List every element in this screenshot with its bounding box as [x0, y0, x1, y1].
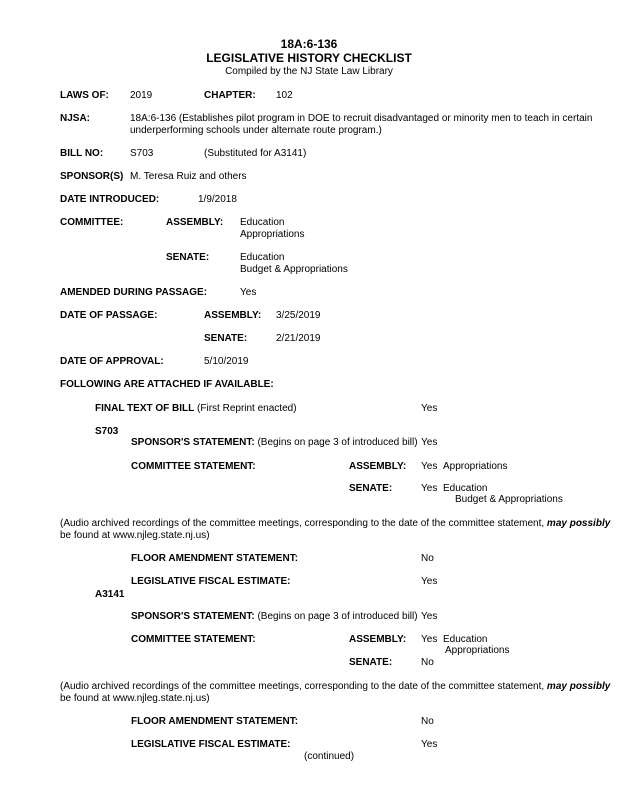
a3141-committee-assembly-name-2: Appropriations	[445, 645, 510, 656]
a3141-audio-note-line1	[60, 681, 610, 693]
amended-label: AMENDED DURING PASSAGE:	[60, 287, 208, 298]
date-of-approval-label: DATE OF APPROVAL:	[60, 356, 164, 367]
passage-assembly-label: ASSEMBLY:	[204, 310, 262, 321]
s703-committee-label: COMMITTEE STATEMENT:	[131, 461, 256, 472]
a3141-committee-assembly-label: ASSEMBLY:	[349, 634, 407, 645]
laws-of-value: 2019	[130, 90, 153, 101]
bill-no-label: BILL NO:	[60, 148, 104, 159]
s703-sponsor-note: (Begins on page 3 of introduced bill)	[257, 437, 418, 448]
passage-senate-label: SENATE:	[204, 333, 248, 344]
s703-committee-senate-label: SENATE:	[349, 483, 393, 494]
s703-audio-note-line2: be found at www.njleg.state.nj.us)	[60, 530, 210, 541]
a3141-committee-assembly-value: Yes	[421, 634, 438, 645]
statute-number: 18A:6-136	[280, 37, 338, 51]
s703-sponsor-value: Yes	[421, 437, 438, 448]
attached-heading: FOLLOWING ARE ATTACHED IF AVAILABLE:	[60, 379, 274, 390]
s703-committee-senate-name-1: Education	[443, 483, 488, 494]
njsa-label: NJSA:	[60, 113, 91, 124]
s703-sponsor-label: SPONSOR'S STATEMENT:	[131, 437, 255, 448]
s703-committee-assembly-label: ASSEMBLY:	[349, 461, 407, 472]
bill-no-note: (Substituted for A3141)	[204, 148, 307, 159]
s703-floor-value: No	[421, 553, 434, 564]
chapter-label: CHAPTER:	[204, 90, 256, 101]
date-introduced-value: 1/9/2018	[198, 194, 237, 205]
a3141-sponsor-row	[131, 611, 418, 623]
chapter-value: 102	[276, 90, 293, 101]
a3141-fiscal-value: Yes	[421, 739, 438, 750]
committee-assembly-label: ASSEMBLY:	[166, 217, 224, 228]
committee-assembly-2: Appropriations	[240, 229, 305, 240]
committee-label: COMMITTEE:	[60, 217, 124, 228]
s703-fiscal-label: LEGISLATIVE FISCAL ESTIMATE:	[131, 576, 291, 587]
a3141-audio-note-text: (Audio archived recordings of the committee meetings, corresponding to the date of the committee statement,	[60, 681, 545, 692]
sponsors-value: M. Teresa Ruiz and others	[130, 171, 247, 182]
date-of-passage-label: DATE OF PASSAGE:	[60, 310, 158, 321]
s703-sponsor-row	[131, 437, 418, 449]
compiled-by: Compiled by the NJ State Law Library	[225, 66, 393, 77]
a3141-fiscal-label: LEGISLATIVE FISCAL ESTIMATE:	[131, 739, 291, 750]
s703-committee-senate-name-2: Budget & Appropriations	[455, 494, 563, 505]
a3141-floor-label: FLOOR AMENDMENT STATEMENT:	[131, 716, 299, 727]
a3141-audio-note-emphasis: may possibly	[546, 681, 611, 692]
a3141-committee-label: COMMITTEE STATEMENT:	[131, 634, 256, 645]
a3141-sponsor-label: SPONSOR'S STATEMENT:	[131, 611, 255, 622]
s703-audio-note-text: (Audio archived recordings of the committee meetings, corresponding to the date of the committee statement,	[60, 518, 545, 529]
s703-committee-assembly-value: Yes	[421, 461, 438, 472]
a3141-committee-assembly-name-1: Education	[443, 634, 488, 645]
sponsors-label: SPONSOR(S)	[60, 171, 124, 182]
date-of-approval-value: 5/10/2019	[204, 356, 249, 367]
njsa-description-line1: 18A:6-136 (Establishes pilot program in DOE to recruit disadvantaged or minority men to teach in certain	[130, 113, 593, 124]
a3141-audio-note-line2: be found at www.njleg.state.nj.us)	[60, 693, 210, 704]
committee-assembly-1: Education	[240, 217, 285, 228]
passage-assembly-date: 3/25/2019	[276, 310, 321, 321]
s703-bill-label: S703	[95, 426, 119, 437]
s703-floor-label: FLOOR AMENDMENT STATEMENT:	[131, 553, 299, 564]
continued-note: (continued)	[304, 751, 355, 762]
a3141-committee-senate-value: No	[421, 657, 434, 668]
a3141-floor-value: No	[421, 716, 434, 727]
final-text-label: FINAL TEXT OF BILL	[95, 403, 195, 414]
committee-senate-label: SENATE:	[166, 252, 210, 263]
final-text-note: (First Reprint enacted)	[197, 403, 297, 414]
a3141-committee-senate-label: SENATE:	[349, 657, 393, 668]
s703-committee-senate-value: Yes	[421, 483, 438, 494]
amended-value: Yes	[240, 287, 257, 298]
s703-committee-assembly-name: Appropriations	[443, 461, 508, 472]
committee-senate-1: Education	[240, 252, 285, 263]
date-introduced-label: DATE INTRODUCED:	[60, 194, 160, 205]
a3141-sponsor-value: Yes	[421, 611, 438, 622]
bill-no-value: S703	[130, 148, 154, 159]
final-text-row	[95, 403, 297, 415]
s703-fiscal-value: Yes	[421, 576, 438, 587]
laws-of-label: LAWS OF:	[60, 90, 109, 101]
a3141-sponsor-note: (Begins on page 3 of introduced bill)	[257, 611, 418, 622]
a3141-bill-label: A3141	[95, 589, 125, 600]
s703-audio-note-emphasis: may possibly	[546, 518, 611, 529]
final-text-value: Yes	[421, 403, 438, 414]
committee-senate-2: Budget & Appropriations	[240, 264, 348, 275]
s703-audio-note-line1	[60, 518, 610, 530]
page-title: LEGISLATIVE HISTORY CHECKLIST	[206, 51, 412, 65]
passage-senate-date: 2/21/2019	[276, 333, 321, 344]
njsa-description-line2: underperforming schools under alternate route program.)	[130, 125, 382, 136]
